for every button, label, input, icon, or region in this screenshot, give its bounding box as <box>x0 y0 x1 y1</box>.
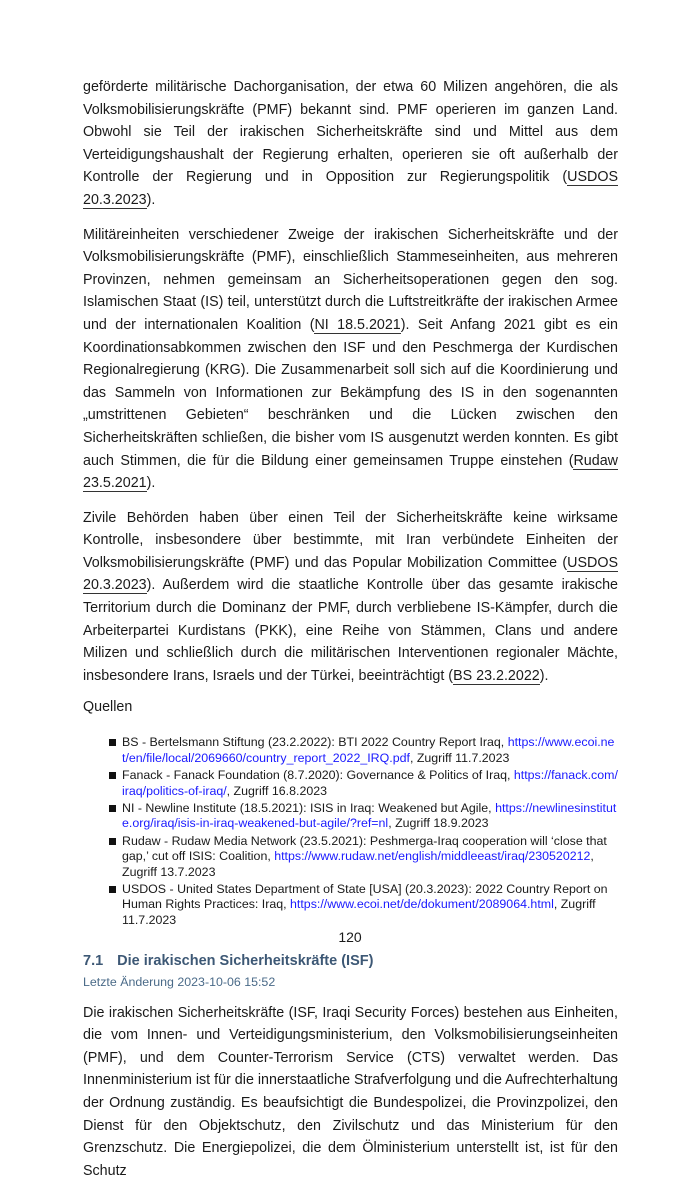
bullet-icon <box>109 838 116 845</box>
section-paragraph: Die irakischen Sicherheitskräfte (ISF, Iraqi Security Forces) bestehen aus Einheiten, die vom Innen- und Verteidigungsministerium, den Volksmobilisierungseinheiten (PMF), und dem Counter-Terrorism Service (CTS) verwaltet werden. Das Innenministerium ist für die innerstaatliche Strafverfolgung und die Aufrechterhaltung der Ordnung zuständig. Es beaufsichtigt die Bundespolizei, die Provinzpolizei, den Dienst für den Objektschutz, den Zivilschutz und das Ministerium für den Grenzschutz. Die Energiepolizei, die dem Ölministerium unterstellt ist, ist für den Schutz <box>83 1004 618 1179</box>
section-title: Die irakischen Sicherheitskräfte (ISF) <box>117 952 374 969</box>
citation-link[interactable]: USDOS 20.3.2023 <box>83 554 618 594</box>
source-text: Fanack - Fanack Foundation (8.7.2020): Governance & Politics of Iraq, <box>122 768 514 783</box>
paragraph <box>83 507 618 688</box>
paragraph <box>83 76 618 212</box>
paragraph-text: geförderte militärische Dachorganisation, der etwa 60 Milizen angehören, die als Volksmobilisierungskräfte (PMF) bekannt sind. PMF operieren im ganzen Land. Obwohl sie Teil der irakischen Sicherheitskräfte sind und Mittel aus dem Verteidigungshaushalt der Regierung erhalten, operieren sie oft außerhalb der Kontrolle der Regierung und in Opposition zur Regierungspolitik ( <box>83 79 618 186</box>
source-access-date: , Zugriff 16.8.2023 <box>226 783 328 798</box>
source-url-link[interactable]: https://www.rudaw.net/english/middleeast/iraq/230520212 <box>274 849 591 864</box>
paragraph-text: ). Seit Anfang 2021 gibt es ein Koordinationsabkommen zwischen den ISF und den Peschmerga der Kurdischen Regionalregierung (KRG). Die Zusammenarbeit soll sich auf die Koordinierung und das Sammeln von Informationen zur Bekämpfung des IS in den sogenannten „umstrittenen Gebieten“ beschränken und die Lücken zwischen den Sicherheitskräften schließen, die bisher vom IS ausgenutzt werden konnten. Es gibt auch Stimmen, die für die Bildung einer gemeinsamen Truppe einstehen ( <box>83 316 619 469</box>
paragraph-text: ). Außerdem wird die staatliche Kontrolle über das gesamte irakische Territorium durch die Dominanz der PMF, durch verbliebene IS-Kämpfer, durch die Arbeiterpartei Kurdistans (PKK), eine Reihe von Stämmen, Clans und andere Milizen und schließlich durch die militärischen Interventionen regionaler Mächte, insbesondere Irans, Israels und der Türkei, beeinträchtigt ( <box>83 577 618 684</box>
bullet-icon <box>109 772 116 779</box>
source-access-date: , Zugriff 11.7.2023 <box>122 897 596 927</box>
bullet-icon <box>109 886 116 893</box>
bullet-icon <box>109 805 116 812</box>
source-text: BS - Bertelsmann Stiftung (23.2.2022): BTI 2022 Country Report Iraq, <box>122 735 508 750</box>
last-changed: Letzte Änderung 2023-10-06 15:52 <box>83 974 276 989</box>
section-number: 7.1 <box>83 952 104 969</box>
citation-link[interactable]: Rudaw 23.5.2021 <box>83 452 618 492</box>
citation-link[interactable]: NI 18.5.2021 <box>314 316 401 333</box>
paragraph-text: ). <box>539 667 549 684</box>
source-item <box>109 801 618 832</box>
source-text: Rudaw - Rudaw Media Network (23.5.2021): Peshmerga-Iraq cooperation will ‘close that gap,’ cut off ISIS: Coalition, <box>122 833 607 864</box>
paragraph-text: Zivile Behörden haben über einen Teil der Sicherheitskräfte keine wirksame Kontrolle, insbesondere über bestimmte, mit Iran verbündete Einheiten der Volksmobilisierungskräfte (PMF) und das Popular Mobilization Committee ( <box>83 509 618 571</box>
source-url-link[interactable]: https://fanack.com/iraq/politics-of-iraq/ <box>122 768 618 798</box>
sources-list <box>83 735 618 928</box>
source-item <box>109 834 618 881</box>
source-access-date: , Zugriff 18.9.2023 <box>388 816 489 831</box>
source-url-link[interactable]: https://newlinesinstitute.org/iraq/isis-in-iraq-weakened-but-agile/?ref=nl <box>122 800 617 831</box>
bullet-icon <box>109 739 116 746</box>
citation-link[interactable]: BS 23.2.2022 <box>453 667 540 684</box>
source-url-link[interactable]: https://www.ecoi.net/en/file/local/2069660/country_report_2022_IRQ.pdf <box>122 735 615 766</box>
paragraph-text: ). <box>146 475 156 492</box>
body-paragraphs <box>83 76 618 687</box>
source-item <box>109 735 618 766</box>
sources-label: Quellen <box>83 699 133 716</box>
source-url-link[interactable]: https://www.ecoi.net/de/dokument/2089064.html <box>290 897 554 912</box>
paragraph <box>83 224 618 495</box>
source-text: USDOS - United States Department of State [USA] (20.3.2023): 2022 Country Report on Human Rights Practices: Iraq, <box>122 881 608 912</box>
paragraph-text: Militäreinheiten verschiedener Zweige der irakischen Sicherheitskräfte und der Volksmobilisierungskräfte (PMF), einschließlich Stammeseinheiten, aus mehreren Provinzen, nehmen gemeinsam an Sicherheitsoperationen gegen den sog. Islamischen Staat (IS) teil, unterstützt durch die Luftstreitkräfte der irakischen Armee und der internationalen Koalition ( <box>83 226 618 333</box>
source-access-date: , Zugriff 13.7.2023 <box>122 849 594 879</box>
citation-link[interactable]: USDOS 20.3.2023 <box>83 169 618 208</box>
section-heading <box>83 953 618 969</box>
page-number: 120 <box>338 929 362 945</box>
source-access-date: , Zugriff 11.7.2023 <box>409 751 510 766</box>
paragraph-text: ). <box>146 191 156 208</box>
source-item <box>109 768 618 799</box>
source-text: NI - Newline Institute (18.5.2021): ISIS in Iraq: Weakened but Agile, <box>122 800 496 815</box>
document-content <box>83 76 618 1194</box>
source-item <box>109 882 618 929</box>
